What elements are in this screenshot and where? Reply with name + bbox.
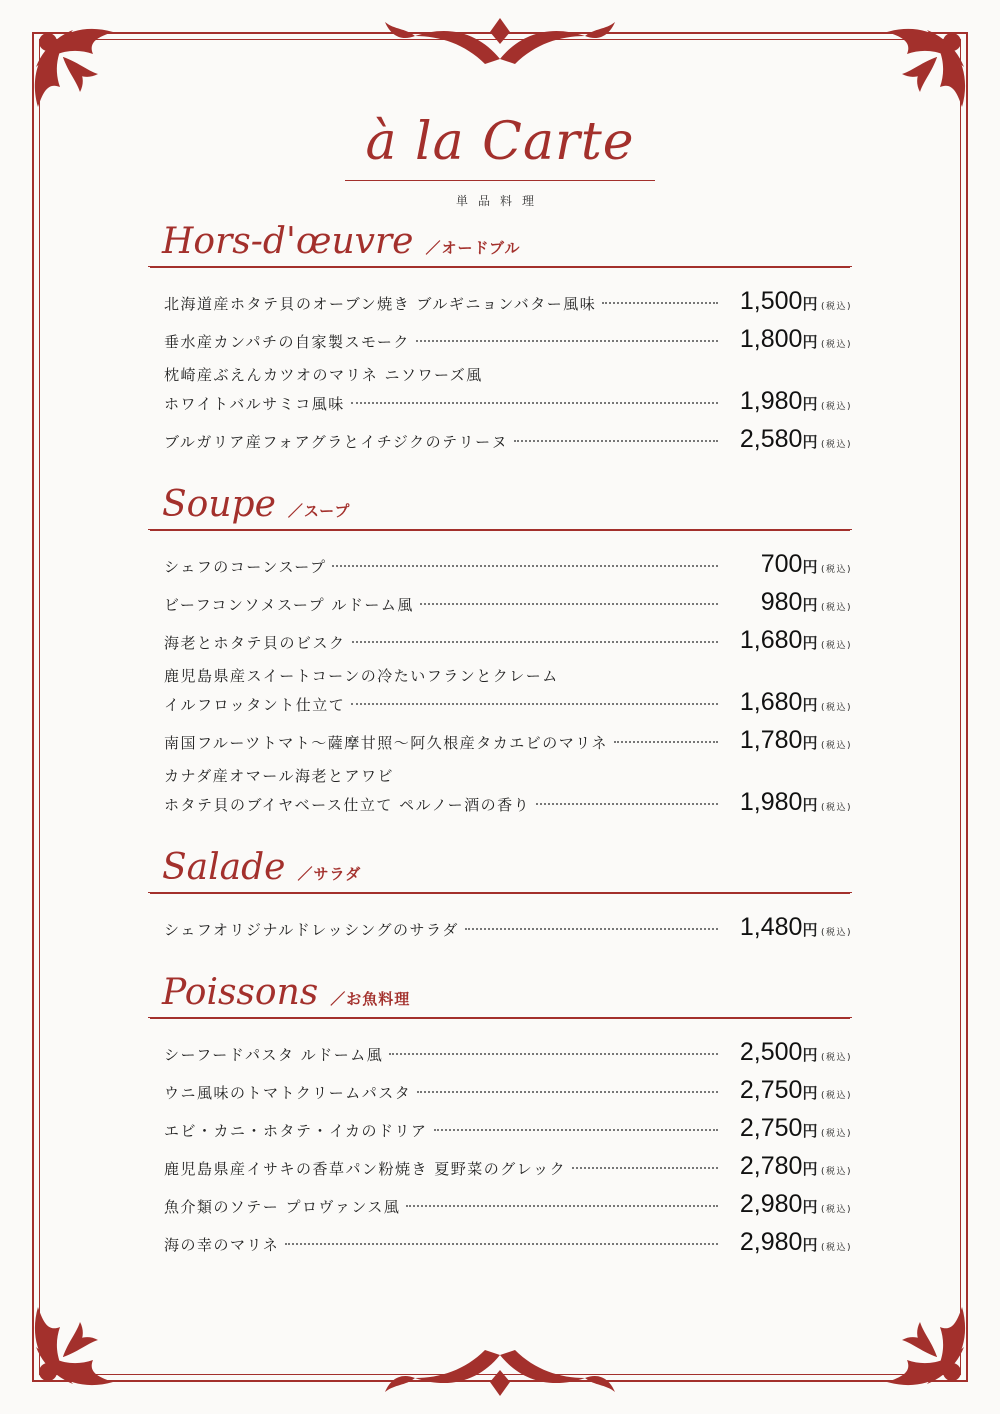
menu-item	[164, 325, 852, 354]
tax-label: (税込)	[820, 1053, 852, 1063]
menu-item	[164, 1228, 852, 1257]
dot-leader	[434, 1129, 718, 1131]
menu-item	[164, 913, 852, 942]
menu-item-price: 1,800	[739, 325, 803, 353]
menu-item-name: 南国フルーツトマト〜薩摩甘照〜阿久根産タカエビのマリネ	[164, 734, 609, 752]
price-block	[724, 325, 852, 354]
dot-leader	[389, 1053, 718, 1055]
yen-label: 円	[802, 333, 819, 351]
menu-item	[164, 425, 852, 454]
yen-label: 円	[802, 696, 819, 714]
yen-label: 円	[802, 1084, 819, 1102]
menu-item	[164, 1038, 852, 1067]
bottom-center-ornament-icon	[375, 1340, 625, 1400]
price-block	[724, 1190, 852, 1219]
menu-item-name: ブルガリア産フォアグラとイチジクのテリーヌ	[164, 433, 509, 451]
menu-item-price: 2,500	[739, 1038, 803, 1066]
menu-item-price: 1,980	[739, 387, 803, 415]
yen-label: 円	[802, 295, 819, 313]
dot-leader	[406, 1205, 718, 1207]
yen-label: 円	[802, 433, 819, 451]
tax-label: (税込)	[820, 741, 852, 751]
dot-leader	[614, 741, 718, 743]
price-block	[724, 913, 852, 942]
menu-item	[164, 1076, 852, 1105]
menu-item-name: ビーフコンソメスープ ルドーム風	[164, 596, 414, 614]
menu-item-name-line1: カナダ産オマール海老とアワビ	[164, 767, 394, 785]
menu-item	[164, 588, 852, 617]
dot-leader	[572, 1167, 718, 1169]
dot-leader	[514, 440, 718, 442]
menu-item-name: ホタテ貝のブイヤベース仕立て ペルノー酒の香り	[164, 796, 531, 814]
menu-item	[164, 1114, 852, 1143]
tax-label: (税込)	[820, 565, 852, 575]
price-block	[724, 688, 852, 717]
menu-item	[164, 726, 852, 755]
price-block	[724, 588, 852, 617]
price-block	[724, 1114, 852, 1143]
menu-item-name-line1: 枕崎産ぶえんカツオのマリネ ニソワーズ風	[164, 366, 483, 384]
menu-item-price: 1,680	[739, 688, 803, 716]
section-gap	[148, 951, 852, 969]
menu-section	[148, 218, 852, 454]
price-block	[724, 1038, 852, 1067]
corner-ornament-icon	[18, 1292, 128, 1402]
menu-item-name: ウニ風味のトマトクリームパスタ	[164, 1084, 412, 1102]
dot-leader	[285, 1243, 718, 1245]
page-title: à la Carte	[365, 112, 635, 172]
menu-item	[164, 287, 852, 316]
price-block	[724, 287, 852, 316]
tax-label: (税込)	[820, 703, 852, 713]
menu-item-price: 1,680	[739, 626, 803, 654]
section-header	[148, 218, 852, 267]
menu-item-price: 700	[760, 550, 803, 578]
section-subtitle: ／サラダ	[297, 865, 362, 883]
menu-item-name: イルフロッタント仕立て	[164, 696, 346, 714]
yen-label: 円	[802, 796, 819, 814]
menu-item-price: 1,480	[739, 913, 803, 941]
menu-item-name: シェフオリジナルドレッシングのサラダ	[164, 921, 459, 939]
corner-ornament-icon	[872, 1292, 982, 1402]
menu-item-price: 2,980	[739, 1190, 803, 1218]
yen-label: 円	[802, 596, 819, 614]
menu-item-price: 1,780	[739, 726, 803, 754]
tax-label: (税込)	[820, 603, 852, 613]
section-subtitle: ／スープ	[287, 502, 351, 520]
menu-item-name: シーフードパスタ ルドーム風	[164, 1046, 384, 1064]
tax-label: (税込)	[820, 928, 852, 938]
page-subtitle: 単品料理	[455, 194, 544, 208]
yen-label: 円	[802, 634, 819, 652]
menu-item-price: 980	[760, 588, 803, 616]
menu-item-name: 北海道産ホタテ貝のオーブン焼き ブルギニョンバター風味	[164, 295, 597, 313]
menu-item-price: 1,980	[739, 788, 803, 816]
tax-label: (税込)	[820, 1129, 852, 1139]
tax-label: (税込)	[820, 340, 852, 350]
tax-label: (税込)	[820, 1167, 852, 1177]
dot-leader	[351, 703, 718, 705]
title-divider	[345, 180, 655, 181]
yen-label: 円	[802, 1122, 819, 1140]
corner-ornament-icon	[18, 12, 128, 122]
menu-item	[164, 1190, 852, 1219]
price-block	[724, 550, 852, 579]
tax-label: (税込)	[820, 1205, 852, 1215]
yen-label: 円	[802, 1160, 819, 1178]
tax-label: (税込)	[820, 440, 852, 450]
tax-label: (税込)	[820, 402, 852, 412]
menu-item-name: 魚介類のソテー プロヴァンス風	[164, 1198, 401, 1216]
yen-label: 円	[802, 395, 819, 413]
yen-label: 円	[802, 1198, 819, 1216]
yen-label: 円	[802, 1236, 819, 1254]
section-title: Poissons	[162, 972, 319, 1013]
section-gap	[148, 826, 852, 844]
menu-list	[148, 218, 852, 1266]
price-block	[724, 425, 852, 454]
tax-label: (税込)	[820, 641, 852, 651]
section-title: Soupe	[162, 484, 276, 525]
section-title: Hors-d'œuvre	[162, 221, 414, 262]
tax-label: (税込)	[820, 1091, 852, 1101]
menu-section	[148, 481, 852, 817]
dot-leader	[536, 803, 718, 805]
section-header	[148, 969, 852, 1018]
dot-leader	[465, 928, 718, 930]
menu-item-price: 2,980	[739, 1228, 803, 1256]
yen-label: 円	[802, 558, 819, 576]
menu-item-name: 鹿児島県産イサキの香草パン粉焼き 夏野菜のグレック	[164, 1160, 567, 1178]
menu-item	[164, 363, 852, 416]
yen-label: 円	[802, 1046, 819, 1064]
menu-item	[164, 626, 852, 655]
dot-leader	[420, 603, 718, 605]
dot-leader	[332, 565, 718, 567]
menu-item-name: シェフのコーンスープ	[164, 558, 327, 576]
corner-ornament-icon	[872, 12, 982, 122]
menu-item-price: 2,780	[739, 1152, 803, 1180]
menu-item-name: 海の幸のマリネ	[164, 1236, 280, 1254]
menu-item-name: ホワイトバルサミコ風味	[164, 395, 345, 413]
menu-item	[164, 764, 852, 817]
menu-item-price: 2,750	[739, 1076, 803, 1104]
menu-item-name: エビ・カニ・ホタテ・イカのドリア	[164, 1122, 428, 1140]
menu-item-name: 海老とホタテ貝のビスク	[164, 634, 346, 652]
menu-item	[164, 1152, 852, 1181]
section-gap	[148, 463, 852, 481]
dot-leader	[351, 402, 718, 404]
menu-item-price: 2,580	[739, 425, 803, 453]
section-title: Salade	[162, 847, 286, 888]
menu-section	[148, 969, 852, 1257]
menu-item-name: 垂水産カンパチの自家製スモーク	[164, 333, 410, 351]
yen-label: 円	[802, 734, 819, 752]
section-header	[148, 844, 852, 893]
menu-item-price: 1,500	[739, 287, 803, 315]
section-subtitle: ／お魚料理	[330, 990, 411, 1008]
tax-label: (税込)	[820, 1243, 852, 1253]
price-block	[724, 626, 852, 655]
tax-label: (税込)	[820, 803, 852, 813]
dot-leader	[417, 1091, 718, 1093]
price-block	[724, 1076, 852, 1105]
price-block	[724, 726, 852, 755]
dot-leader	[416, 340, 718, 342]
top-center-ornament-icon	[375, 14, 625, 74]
menu-item-price: 2,750	[739, 1114, 803, 1142]
menu-item	[164, 550, 852, 579]
dot-leader	[352, 641, 718, 643]
section-header	[148, 481, 852, 530]
tax-label: (税込)	[820, 302, 852, 312]
price-block	[724, 1152, 852, 1181]
menu-section	[148, 844, 852, 942]
price-block	[724, 788, 852, 817]
menu-item	[164, 664, 852, 717]
dot-leader	[602, 302, 718, 304]
menu-item-name-line1: 鹿児島県産スイートコーンの冷たいフランとクレーム	[164, 667, 559, 685]
section-subtitle: ／オードブル	[425, 239, 521, 257]
yen-label: 円	[802, 921, 819, 939]
price-block	[724, 1228, 852, 1257]
price-block	[724, 387, 852, 416]
